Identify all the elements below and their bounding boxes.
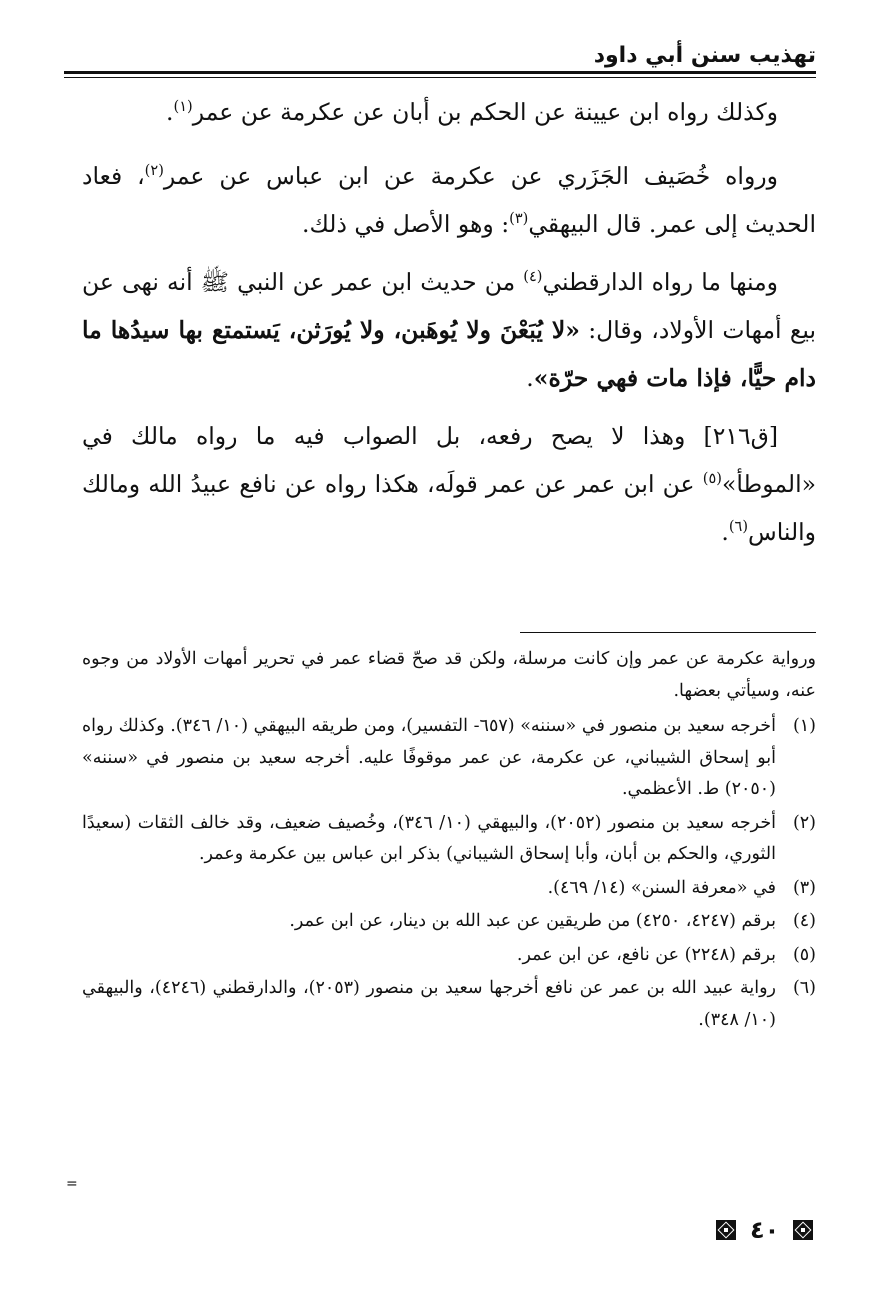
paragraph-2: ورواه خُصَيف الجَزَري عن عكرمة عن ابن عباس عن عمر$^{(٢)}$، فعاد الحديث إلى عمر. قال البيهقي$^{(٣)}$: وهو الأصل في ذلك. <box>82 162 816 238</box>
ornament-icon <box>793 1220 813 1240</box>
footnote-continuation: ورواية عكرمة عن عمر وإن كانت مرسلة، ولكن قد صحّ قضاء عمر في تحرير أمهات الأولاد من وجوه عنه، وسيأتي بعضها. <box>82 649 816 701</box>
footnote-text: برقم (٢٢٤٨) عن نافع، عن ابن عمر. <box>516 944 776 965</box>
page-number: ٤٠ <box>750 1216 780 1244</box>
footnote-6 <box>82 973 816 1036</box>
footnote-separator <box>520 632 816 633</box>
footnote-text: رواية عبيد الله بن عمر عن نافع أخرجها سعيد بن منصور (٢٠٥٣)، والدارقطني (٤٢٤٦)، والبيهقي (١٠/ ٣٤٨). <box>82 978 776 1030</box>
footnote-3 <box>82 873 816 905</box>
footnote-text: أخرجه سعيد بن منصور في «سننه» (٦٥٧- التفسير)، ومن طريقه البيهقي (١٠/ ٣٤٦). وكذلك رواه أبو إسحاق الشيباني، عن عكرمة، عن عمر موقوفًا عليه. أخرجه سعيد بن منصور في «سننه» (٢٠٥٠) ط. الأعظمي. <box>82 716 776 799</box>
running-head: تهذيب سنن أبي داود <box>593 43 816 68</box>
paragraph-3: ومنها ما رواه الدارقطني$^{(٤)}$ من حديث ابن عمر عن النبي ﷺ أنه نهى عن بيع أمهات الأولاد، وقال: «لا يُبَعْنَ ولا يُوهَبن، ولا يُورَثن، يَستمتع بها سيدُها ما دام حيًّا، فإذا مات فهي حرّة». <box>82 268 817 392</box>
footnote-1 <box>82 711 816 806</box>
footnote-number: (٦) <box>792 978 816 998</box>
note-ref[interactable]: (٦) <box>728 518 749 536</box>
footnote-text: برقم (٤٢٤٧، ٤٢٥٠) من طريقين عن عبد الله بن دينار، عن ابن عمر. <box>289 911 776 931</box>
margin-mark: = <box>66 1176 78 1192</box>
footnote-text: أخرجه سعيد بن منصور (٢٠٥٢)، والبيهقي (١٠/ ٣٤٦)، وخُصيف ضعيف، وقد خالف الثقات (سعيدًا الثوري، والحكم بن أبان، وأبا إسحاق الشيباني) بذكر ابن عباس بين عكرمة وعمر. <box>82 812 777 864</box>
footnote-5 <box>82 940 816 972</box>
footnotes <box>82 644 816 1038</box>
note-ref[interactable]: (٢) <box>144 162 164 180</box>
note-ref[interactable]: (٥) <box>702 470 722 488</box>
ornament-icon <box>716 1220 736 1240</box>
header-rule-thick <box>64 71 816 74</box>
main-text <box>82 88 816 572</box>
footnote-number: (٤) <box>792 911 816 931</box>
footnote-text: في «معرفة السنن» (١٤/ ٤٦٩). <box>547 877 776 898</box>
page-folio <box>716 1218 813 1242</box>
footnote-number: (١) <box>792 716 816 736</box>
footnote-number: (٣) <box>792 877 816 898</box>
header-rule-thin <box>64 77 816 78</box>
footnote-2 <box>82 808 816 871</box>
paragraph-1: وكذلك رواه ابن عيينة عن الحكم بن أبان عن عكرمة عن عمر$^{(١)}$. <box>166 98 778 126</box>
note-ref[interactable]: (٤) <box>523 268 543 286</box>
paragraph-4: [ق٢١٦] وهذا لا يصح رفعه، بل الصواب فيه ما رواه مالك في «الموطأ»$^{(٥)}$ عن ابن عمر عن عمر قولَه، هكذا رواه عن نافع عبيدُ الله ومالك والناس$^{(٦)}$. <box>82 422 816 546</box>
hadith-quote: «لا يُبَعْنَ ولا يُوهَبن، ولا يُورَثن، يَستمتع بها سيدُها ما دام حيًّا، فإذا مات فهي حرّة» <box>82 316 816 392</box>
note-ref[interactable]: (١) <box>173 98 193 116</box>
footnote-number: (٢) <box>792 812 816 833</box>
footnote-number: (٥) <box>792 944 816 965</box>
note-ref[interactable]: (٣) <box>509 210 529 228</box>
footnote-4 <box>82 906 816 938</box>
